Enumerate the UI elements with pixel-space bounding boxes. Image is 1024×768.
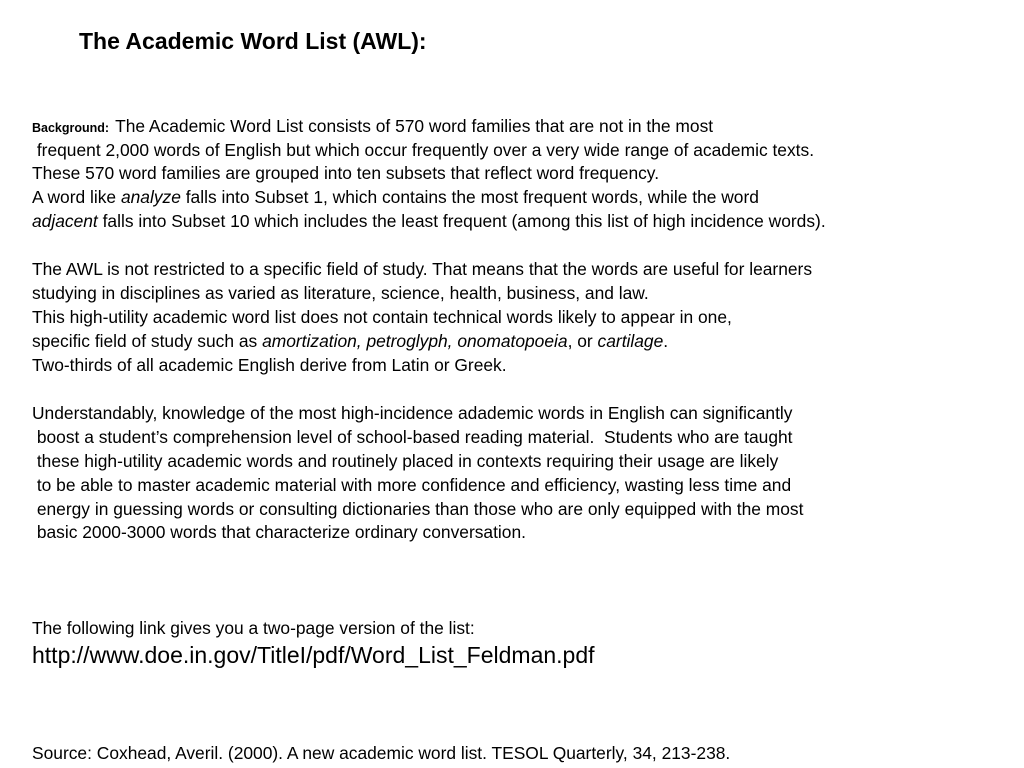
paragraph2-line-4 (32, 331, 668, 351)
paragraph3-line-6: basic 2000-3000 words that characterize ordinary conversation. (32, 522, 526, 542)
text-segment: specific field of study such as (32, 331, 263, 351)
page-title: The Academic Word List (AWL): (79, 28, 427, 54)
example-word-cartilage: cartilage (597, 331, 664, 351)
paragraph3-line-1: Understandably, knowledge of the most high-incidence adademic words in English can significantly (32, 403, 793, 423)
paragraph2-line-5: Two-thirds of all academic English derive from Latin or Greek. (32, 355, 507, 375)
text-segment: falls into Subset 10 which includes the least frequent (among this list of high incidence words). (97, 211, 826, 231)
background-line-4 (32, 187, 759, 207)
paragraph3-line-2: boost a student’s comprehension level of school-based reading material. Students who are taught (32, 427, 793, 447)
background-line-5 (32, 211, 826, 231)
source-citation: Source: Coxhead, Averil. (2000). A new academic word list. TESOL Quarterly, 34, 213-238. (32, 743, 731, 763)
paragraph2-line-2: studying in disciplines as varied as literature, science, health, business, and law. (32, 283, 649, 303)
text-segment: falls into Subset 1, which contains the most frequent words, while the word (180, 187, 759, 207)
example-words: amortization, petroglyph, onomatopoeia (262, 331, 568, 351)
paragraph3-line-5: energy in guessing words or consulting dictionaries than those who are only equipped with the most (32, 499, 804, 519)
example-word-adjacent: adjacent (32, 211, 98, 231)
text-segment: . (663, 331, 669, 351)
background-line-3: These 570 word families are grouped into ten subsets that reflect word frequency. (32, 163, 660, 183)
background-text-1: The Academic Word List consists of 570 word families that are not in the most (115, 116, 714, 136)
word-list-link[interactable]: http://www.doe.in.gov/TitleI/pdf/Word_List_Feldman.pdf (32, 642, 595, 668)
paragraph3-line-4: to be able to master academic material with more confidence and efficiency, wasting less time and (32, 475, 792, 495)
paragraph3-line-3: these high-utility academic words and routinely placed in contexts requiring their usage are likely (32, 451, 779, 471)
background-line-1 (32, 116, 713, 138)
paragraph2-line-1: The AWL is not restricted to a specific field of study. That means that the words are useful for learners (32, 259, 813, 279)
background-label: Background: (32, 121, 110, 135)
background-line-2: frequent 2,000 words of English but which occur frequently over a very wide range of academic texts. (32, 140, 815, 160)
link-intro: The following link gives you a two-page version of the list: (32, 618, 475, 638)
paragraph2-line-3: This high-utility academic word list does not contain technical words likely to appear in one, (32, 307, 732, 327)
text-segment: , or (567, 331, 598, 351)
text-segment: A word like (32, 187, 121, 207)
example-word-analyze: analyze (120, 187, 181, 207)
